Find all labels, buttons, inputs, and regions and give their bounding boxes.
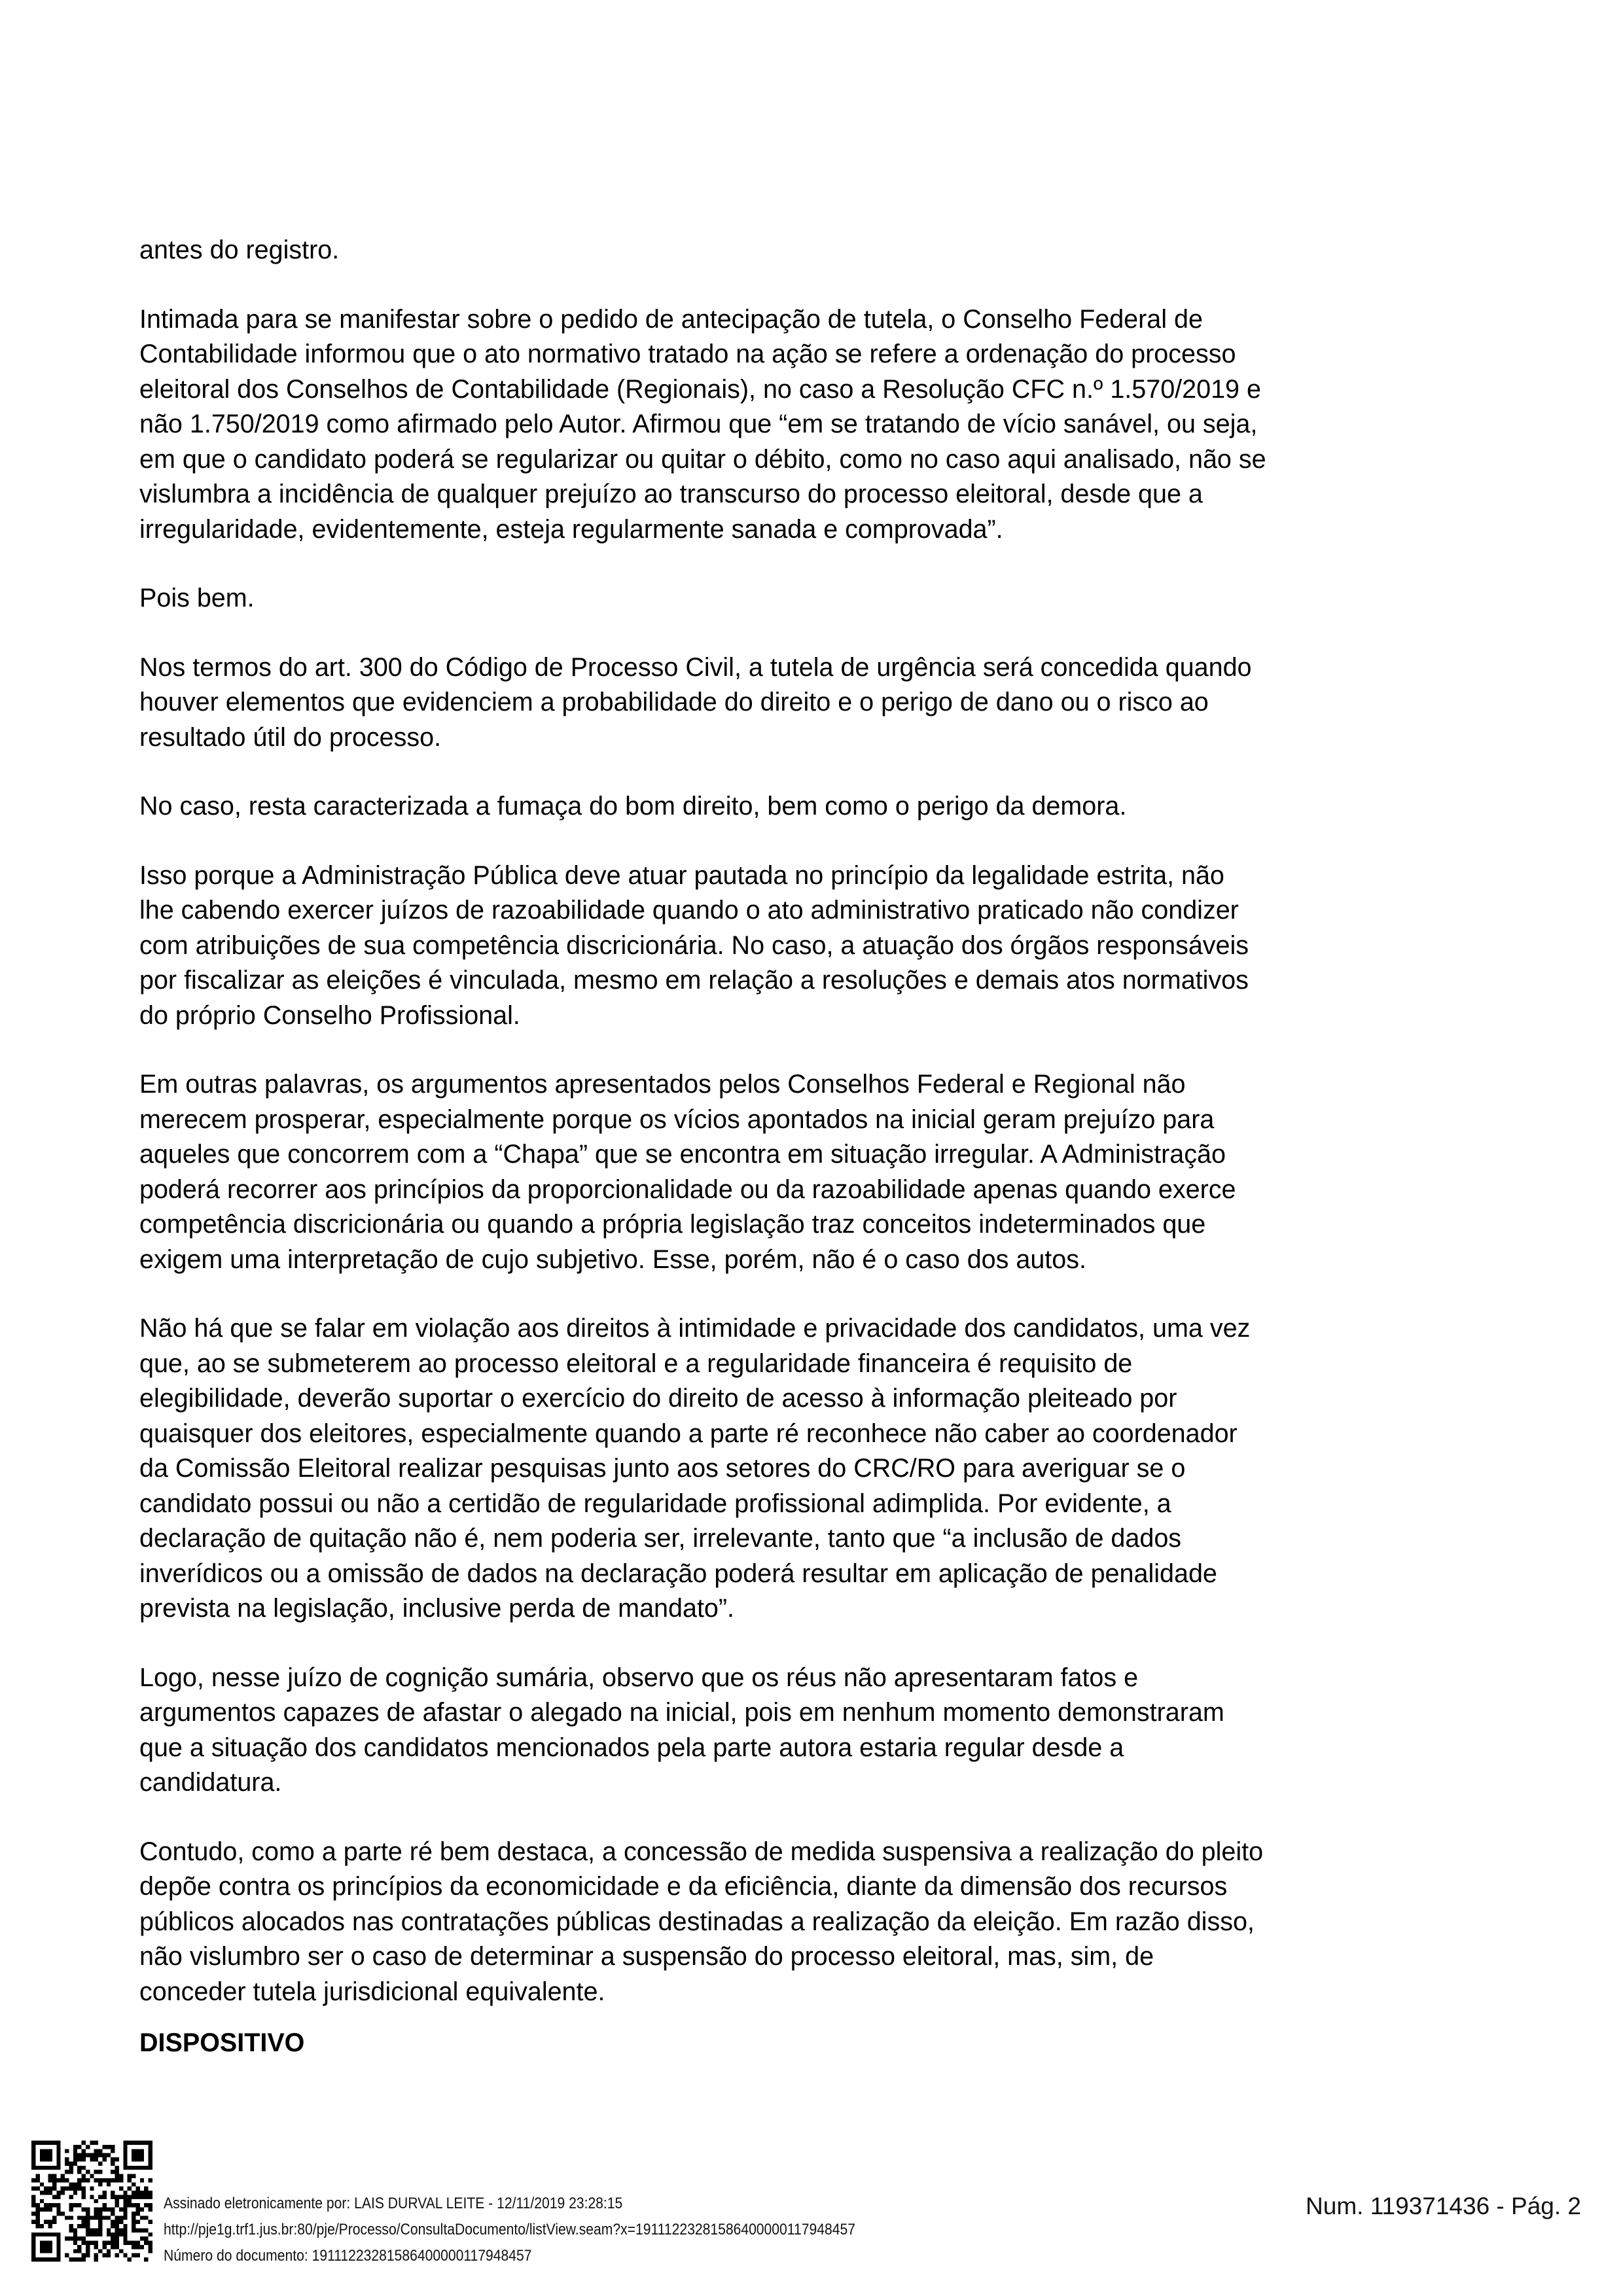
paragraph-line: elegibilidade, deverão suportar o exercício do direito de acesso à informação pleiteado por [139,1384,1177,1413]
signature-block [164,2191,855,2269]
paragraph-line: com atribuições de sua competência discricionária. No caso, a atuação dos órgãos responsáveis [139,930,1249,960]
paragraph-line: Contabilidade informou que o ato normativo tratado na ação se refere a ordenação do processo [139,340,1236,368]
paragraph-line: prevista na legislação, inclusive perda de mandato”. [139,1594,735,1623]
paragraph-line: Contudo, como a parte ré bem destaca, a concessão de medida suspensiva a realização do pleito [139,1837,1264,1866]
paragraph-line: por fiscalizar as eleições é vinculada, mesmo em relação a resoluções e demais atos normativos [139,966,1249,995]
document-url-link[interactable]: http://pje1g.trf1.jus.br:80/pje/Processo/ConsultaDocumento/listView.seam?x=19111223281586400000117948457 [164,2221,855,2238]
paragraph-line: candidatura. [139,1768,282,1797]
paragraph-line: que, ao se submeterem ao processo eleitoral e a regularidade financeira é requisito de [139,1349,1133,1378]
signed-by-text: Assinado eletronicamente por: LAIS DURVAL LEITE - 12/11/2019 23:28:15 [164,2195,623,2212]
paragraph [139,302,1402,548]
paragraph-line: eleitoral dos Conselhos de Contabilidade (Regionais), no caso a Resolução CFC n.º 1.570/2019 e [139,374,1261,404]
paragraph-line: houver elementos que evidenciem a probabilidade do direito e o perigo de dano ou o risco ao [139,688,1209,716]
paragraph-line: não 1.750/2019 como afirmado pelo Autor. Afirmou que “em se tratando de vício sanável, ou seja, [139,410,1258,438]
paragraph-line: aqueles que concorrem com a “Chapa” que se encontra em situação irregular. A Administração [139,1140,1226,1169]
section-heading-dispositivo: DISPOSITIVO [139,2028,305,2057]
paragraph-line: Não há que se falar em violação aos direitos à intimidade e privacidade dos candidatos, uma vez [139,1314,1251,1343]
paragraph-line: declaração de quitação não é, nem poderia ser, irrelevante, tanto que “a inclusão de dados [139,1524,1182,1553]
paragraph-line: argumentos capazes de afastar o alegado na inicial, pois em nenhum momento demonstraram [139,1698,1224,1727]
paragraph [139,1661,1402,1801]
paragraph [139,858,1402,1034]
paragraph-line: lhe cabendo exercer juízos de razoabilidade quando o ato administrativo praticado não condizer [139,896,1239,925]
paragraph [139,789,1402,824]
paragraph-line: Intimada para se manifestar sobre o pedido de antecipação de tutela, o Conselho Federal de [139,304,1203,334]
paragraph-line: competência discricionária ou quando a própria legislação traz conceitos indeterminados que [139,1210,1206,1239]
paragraph-line: Em outras palavras, os argumentos apresentados pelos Conselhos Federal e Regional não [139,1070,1186,1099]
paragraph-line: candidato possui ou não a certidão de regularidade profissional adimplida. Por evidente, a [139,1489,1171,1518]
paragraph [139,650,1402,756]
document-body [139,233,1402,2043]
paragraph-line: No caso, resta caracterizada a fumaça do bom direito, bem como o perigo da demora. [139,792,1127,821]
paragraph-line: Isso porque a Administração Pública deve atuar pautada no princípio da legalidade estrita, não [139,860,1224,890]
paragraph-line: depõe contra os princípios da economicidade e da eficiência, diante da dimensão dos recursos [139,1872,1228,1901]
paragraph [139,233,1402,268]
paragraph-line: conceder tutela jurisdicional equivalente. [139,1977,605,2006]
paragraph-line: em que o candidato poderá se regularizar ou quitar o débito, como no caso aqui analisado, não se [139,444,1266,474]
paragraph-line: Logo, nesse juízo de cognição sumária, observo que os réus não apresentaram fatos e [139,1663,1139,1692]
paragraph-line: do próprio Conselho Profissional. [139,1000,520,1030]
paragraph [139,1067,1402,1277]
paragraph-line: quaisquer dos eleitores, especialmente quando a parte ré reconhece não caber ao coordenador [139,1419,1238,1448]
paragraph [139,1835,1402,2010]
paragraph [139,581,1402,616]
paragraph [139,1311,1402,1627]
paragraph-line: Nos termos do art. 300 do Código de Processo Civil, a tutela de urgência será concedida quando [139,652,1252,682]
paragraph-line: merecem prosperar, especialmente porque os vícios apontados na inicial geram prejuízo para [139,1104,1215,1134]
paragraph-line: resultado útil do processo. [139,722,442,752]
paragraph-line: Pois bem. [139,584,255,612]
paragraph-line: irregularidade, evidentemente, esteja regularmente sanada e comprovada”. [139,514,1003,544]
paragraph-line: da Comissão Eleitoral realizar pesquisas junto aos setores do CRC/RO para averiguar se o [139,1454,1186,1483]
paragraph-line: públicos alocados nas contratações públicas destinadas a realização da eleição. Em razão disso, [139,1907,1255,1936]
paragraph-line: que a situação dos candidatos mencionados pela parte autora estaria regular desde a [139,1733,1124,1762]
document-number-text: Número do documento: 19111223281586400000117948457 [164,2247,532,2265]
paragraph-line: inverídicos ou a omissão de dados na declaração poderá resultar em aplicação de penalidade [139,1559,1217,1588]
page-number: Num. 119371436 - Pág. 2 [1306,2193,1581,2219]
qr-code-icon[interactable] [31,2140,152,2262]
paragraph-line: vislumbra a incidência de qualquer prejuízo ao transcurso do processo eleitoral, desde que a [139,480,1203,508]
paragraph-line: exigem uma interpretação de cujo subjetivo. Esse, porém, não é o caso dos autos. [139,1245,1086,1274]
paragraph-line: não vislumbro ser o caso de determinar a suspensão do processo eleitoral, mas, sim, de [139,1942,1154,1971]
paragraph-line: poderá recorrer aos princípios da proporcionalidade ou da razoabilidade apenas quando exerce [139,1174,1236,1204]
paragraph-line: antes do registro. [139,236,340,264]
